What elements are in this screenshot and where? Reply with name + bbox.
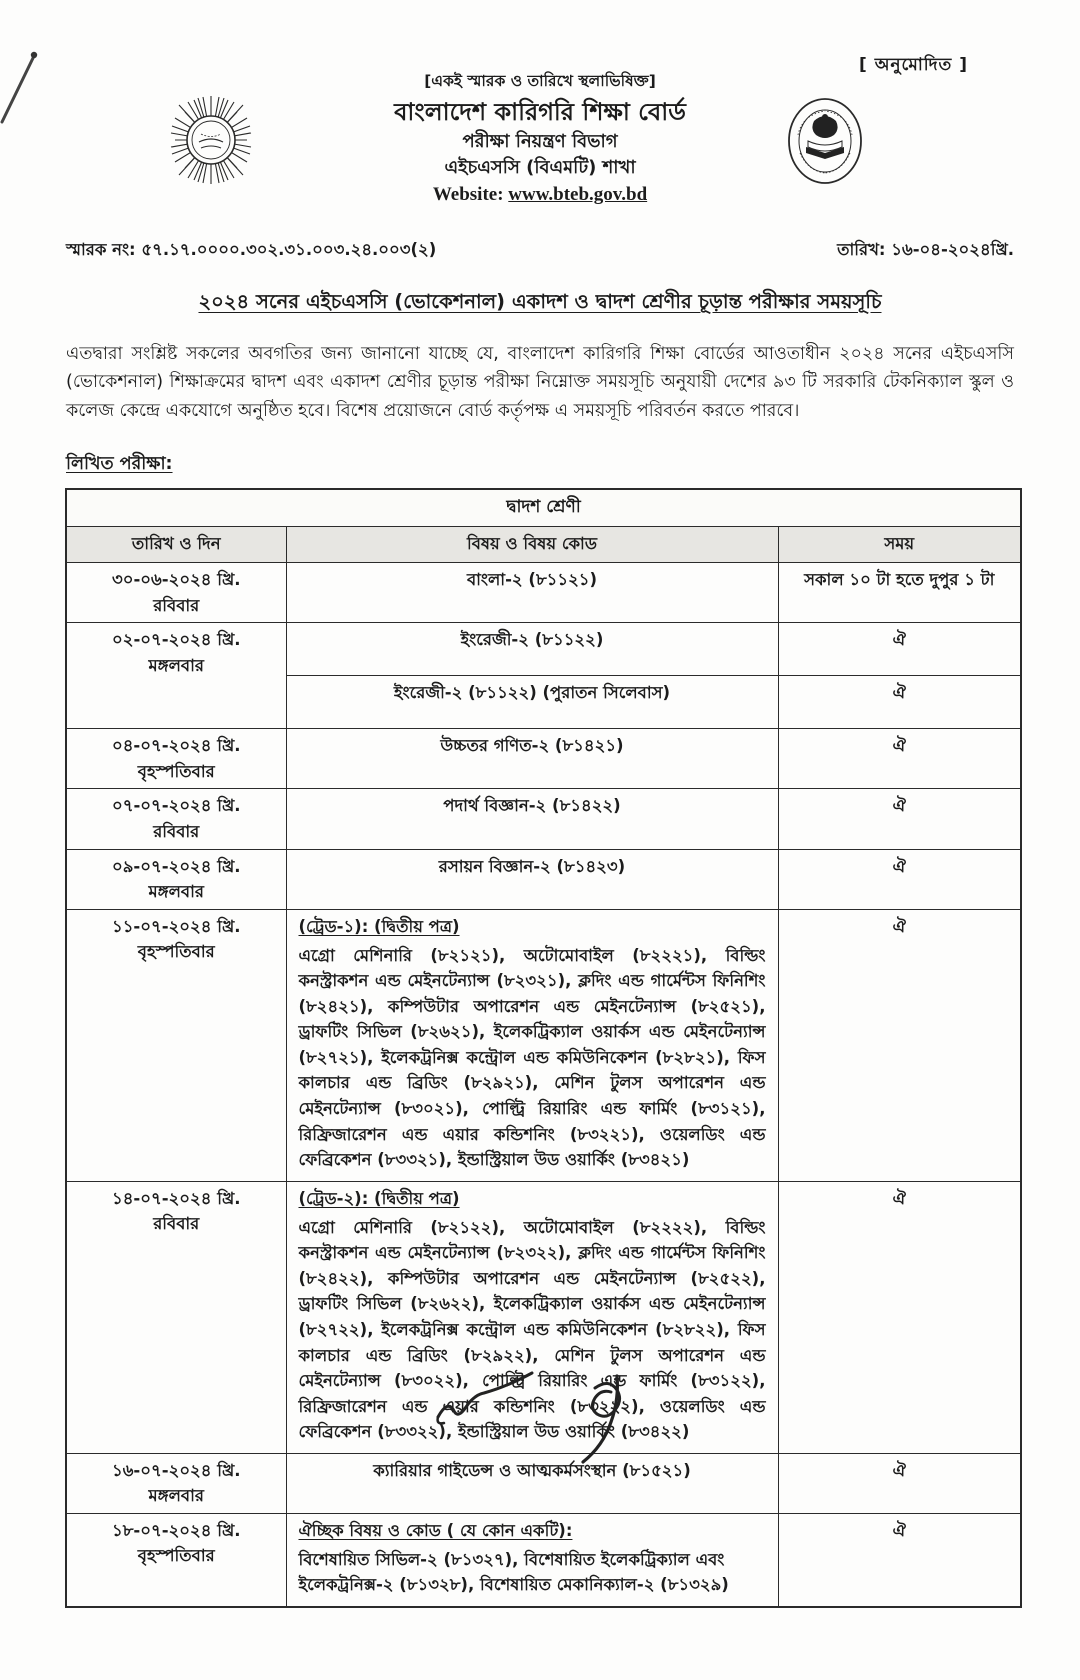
time-cell: ঐ [778, 1181, 1021, 1453]
time-cell: ঐ [778, 729, 1021, 789]
supersession-note: [একই স্মারক ও তারিখে স্থলাভিষিক্ত] [424, 72, 656, 90]
date-line: বৃহস্পতিবার [137, 942, 215, 962]
class-caption: দ্বাদশ শ্রেণী [66, 489, 1021, 527]
date-line: মঙ্গলবার [148, 882, 204, 902]
website-line [0, 183, 1080, 207]
date-line: ০৯-০৭-২০২৪ খ্রি. [112, 856, 241, 876]
memo-date: তারিখ: ১৬-০৪-২০২৪খ্রি. [837, 240, 1014, 260]
table-row [66, 849, 1021, 909]
time-cell: ঐ [778, 1513, 1021, 1607]
time-cell: ঐ [778, 1453, 1021, 1513]
letterhead [0, 0, 1080, 207]
date-line: মঙ্গলবার [148, 1486, 204, 1506]
exam-table-body [66, 489, 1021, 1607]
page-title: ২০২৪ সনের এইচএসসি (ভোকেশনাল) একাদশ ও দ্বাদশ শ্রেণীর চূড়ান্ত পরীক্ষার সময়সূচি [198, 290, 882, 314]
subject-cell: পদার্থ বিজ্ঞান-২ (৮১৪২২) [286, 789, 778, 849]
subject-list: বিশেষায়িত সিভিল-২ (৮১৩২৭), বিশেষায়িত ইলেকট্রিক্যাল এবং ইলেকট্রনিক্স-২ (৮১৩২৮), বিশেষায়িত মেকানিক্যাল-২ (৮১৩২৯) [298, 1549, 729, 1595]
date-cell [66, 789, 286, 849]
table-row [66, 729, 1021, 789]
date-cell [66, 1181, 286, 1453]
time-cell: ঐ [778, 623, 1021, 676]
department-name: পরীক্ষা নিয়ন্ত্রণ বিভাগ [462, 131, 618, 153]
table-row [66, 789, 1021, 849]
table-row [66, 563, 1021, 623]
signature-squiggle-right [565, 1370, 675, 1470]
exam-schedule-table [65, 488, 1022, 1608]
subject-group-heading: ঐচ্ছিক বিষয় ও কোড ( যে কোন একটি): [298, 1520, 573, 1540]
subject-list: এগ্রো মেশিনারি (৮২১২২), অটোমোবাইল (৮২২২২), বিল্ডিং কনস্ট্রাকশন এন্ড মেইনটেন্যান্স (৮২৩২২), ক্লদিং এন্ড গার্মেন্টস ফিনিশিং (৮২৪২২), কম্পিউটার অপারেশন এন্ড মেইনটেন্যান্স (৮২৫২২), ড্রাফটিং সিভিল (৮২৬২২), ইলেকট্রিক্যাল ওয়ার্কস এন্ড মেইনটেন্যান্স (৮২৭২২), ইলেকট্রনিক্স কন্ট্রোল এন্ড কমিউনিকেশন (৮২৮২২), ফিস কালচার এন্ড ব্রিডিং (৮২৯২২), মেশিন টুলস অপারেশন এন্ড মেইনটেন্যান্স (৮৩০২২), পোল্ট্রি রিয়ারিং এন্ড ফার্মিং (৮৩১২২), রিফ্রিজারেশন এন্ড এয়ার কন্ডিশনিং (৮৩২২২), ওয়েলডিং এন্ড ফেব্রিকেশন (৮৩৩২২), ইন্ডাস্ট্রিয়াল উড ওয়ার্কিং (৮৩৪২২) [298, 1217, 766, 1442]
date-line: ১৬-০৭-২০২৪ খ্রি. [112, 1460, 241, 1480]
date-line: ০৪-০৭-২০২৪ খ্রি. [112, 736, 241, 756]
subject-cell: ইংরেজী-২ (৮১১২২) [286, 623, 778, 676]
written-exam-label: লিখিত পরীক্ষা: [66, 454, 173, 475]
table-row [66, 1181, 1021, 1453]
website-label: Website: [432, 184, 504, 206]
date-line: ০২-০৭-২০২৪ খ্রি. [111, 630, 241, 650]
subject-list: এগ্রো মেশিনারি (৮২১২১), অটোমোবাইল (৮২২২১), বিল্ডিং কনস্ট্রাকশন এন্ড মেইনটেন্যান্স (৮২৩২১), ক্লদিং এন্ড গার্মেন্টস ফিনিশিং (৮২৪২১), কম্পিউটার অপারেশন এন্ড মেইনটেন্যান্স (৮২৫২১), ড্রাফটিং সিভিল (৮২৬২১), ইলেকট্রিক্যাল ওয়ার্কস এন্ড মেইনটেন্যান্স (৮২৭২১), ইলেকট্রনিক্স কন্ট্রোল এন্ড কমিউনিকেশন (৮২৮২১), ফিস কালচার এন্ড ব্রিডিং (৮২৯২১), মেশিন টুলস অপারেশন এন্ড মেইনটেন্যান্স (৮৩০২১), পোল্ট্রি রিয়ারিং এন্ড ফার্মিং (৮৩১২১), রিফ্রিজারেশন এন্ড এয়ার কন্ডিশনিং (৮৩২২১), ওয়েলডিং এন্ড ফেব্রিকেশন (৮৩৩২১), ইন্ডাস্ট্রিয়াল উড ওয়ার্কিং (৮৩৪২১) [298, 945, 766, 1170]
subject-cell: ক্যারিয়ার গাইডেন্স ও আত্মকর্মসংস্থান (৮১৫২১) [286, 1453, 778, 1513]
subject-group-heading: (ট্রেড-১): (দ্বিতীয় পত্র) [298, 916, 460, 936]
education-board-emblem-logo [786, 97, 864, 185]
signature-squiggle-left [430, 1365, 540, 1435]
subject-cell: ইংরেজী-২ (৮১১২২) (পুরাতন সিলেবাস) [286, 676, 778, 729]
section-name: এইচএসসি (বিএমটি) শাখা [444, 156, 636, 178]
column-header-subject: বিষয় ও বিষয় কোড [286, 527, 778, 563]
date-cell [66, 1513, 286, 1607]
date-cell [66, 909, 286, 1181]
table-row [66, 909, 1021, 1181]
date-line: মঙ্গলবার [148, 655, 204, 675]
website-url: www.bteb.gov.bd [508, 184, 648, 206]
date-line: ০৭-০৭-২০২৪ খ্রি. [111, 796, 241, 816]
date-line: ৩০-০৬-২০২৪ খ্রি. [111, 570, 241, 590]
date-line: ১১-০৭-২০২৪ খ্রি. [112, 916, 241, 936]
date-line: রবিবার [153, 821, 200, 841]
date-cell [66, 1453, 286, 1513]
date-cell [66, 623, 286, 729]
memo-number: স্মারক নং: ৫৭.১৭.০০০০.৩০২.৩১.০০৩.২৪.০০৩(২) [66, 240, 437, 260]
date-line: ১৪-০৭-২০২৪ খ্রি. [112, 1188, 241, 1208]
date-cell [66, 849, 286, 909]
subject-cell: রসায়ন বিজ্ঞান-২ (৮১৪২৩) [286, 849, 778, 909]
date-line: রবিবার [153, 595, 200, 615]
date-line: বৃহস্পতিবার [137, 1546, 215, 1566]
date-line: রবিবার [153, 1214, 200, 1234]
table-header-row [66, 527, 1021, 563]
organization-name: বাংলাদেশ কারিগরি শিক্ষা বোর্ড [394, 98, 686, 127]
table-row [66, 1513, 1021, 1607]
column-header-time: সময় [778, 527, 1021, 563]
table-caption-row [66, 489, 1021, 527]
table-row [66, 1453, 1021, 1513]
bteb-seal-logo [163, 90, 259, 190]
pen-slash-mark [0, 30, 60, 130]
subject-cell [286, 909, 778, 1181]
date-cell [66, 729, 286, 789]
subject-group-heading: (ট্রেড-২): (দ্বিতীয় পত্র) [298, 1188, 460, 1208]
time-cell: ঐ [778, 676, 1021, 729]
approved-stamp: [ অনুমোদিত ] [859, 55, 968, 75]
subject-cell: বাংলা-২ (৮১১২১) [286, 563, 778, 623]
intro-paragraph: এতদ্বারা সংশ্লিষ্ট সকলের অবগতির জন্য জানানো যাচ্ছে যে, বাংলাদেশ কারিগরি শিক্ষা বোর্ডের আওতাধীন ২০২৪ সনের এইচএসসি (ভোকেশনাল) শিক্ষাক্রমের দ্বাদশ এবং একাদশ শ্রেণীর চূড়ান্ত পরীক্ষা নিম্নোক্ত সময়সূচি অনুযায়ী দেশের ৯৩ টি সরকারি টেকনিক্যাল স্কুল ও কলেজ কেন্দ্রে একযোগে অনুষ্ঠিত হবে। বিশেষ প্রয়োজনে বোর্ড কর্তৃপক্ষ এ সময়সূচি পরিবর্তন করতে পারবে। [66, 344, 1014, 421]
time-cell: ঐ [778, 789, 1021, 849]
memo-row [66, 237, 1014, 264]
subject-cell: উচ্চতর গণিত-২ (৮১৪২১) [286, 729, 778, 789]
date-cell [66, 563, 286, 623]
table-row [66, 623, 1021, 676]
column-header-date: তারিখ ও দিন [66, 527, 286, 563]
date-line: বৃহস্পতিবার [137, 761, 215, 781]
time-cell: ঐ [778, 909, 1021, 1181]
date-line: ১৮-০৭-২০২৪ খ্রি. [112, 1520, 241, 1540]
time-cell: ঐ [778, 849, 1021, 909]
subject-cell [286, 1513, 778, 1607]
time-cell: সকাল ১০ টা হতে দুপুর ১ টা [778, 563, 1021, 623]
